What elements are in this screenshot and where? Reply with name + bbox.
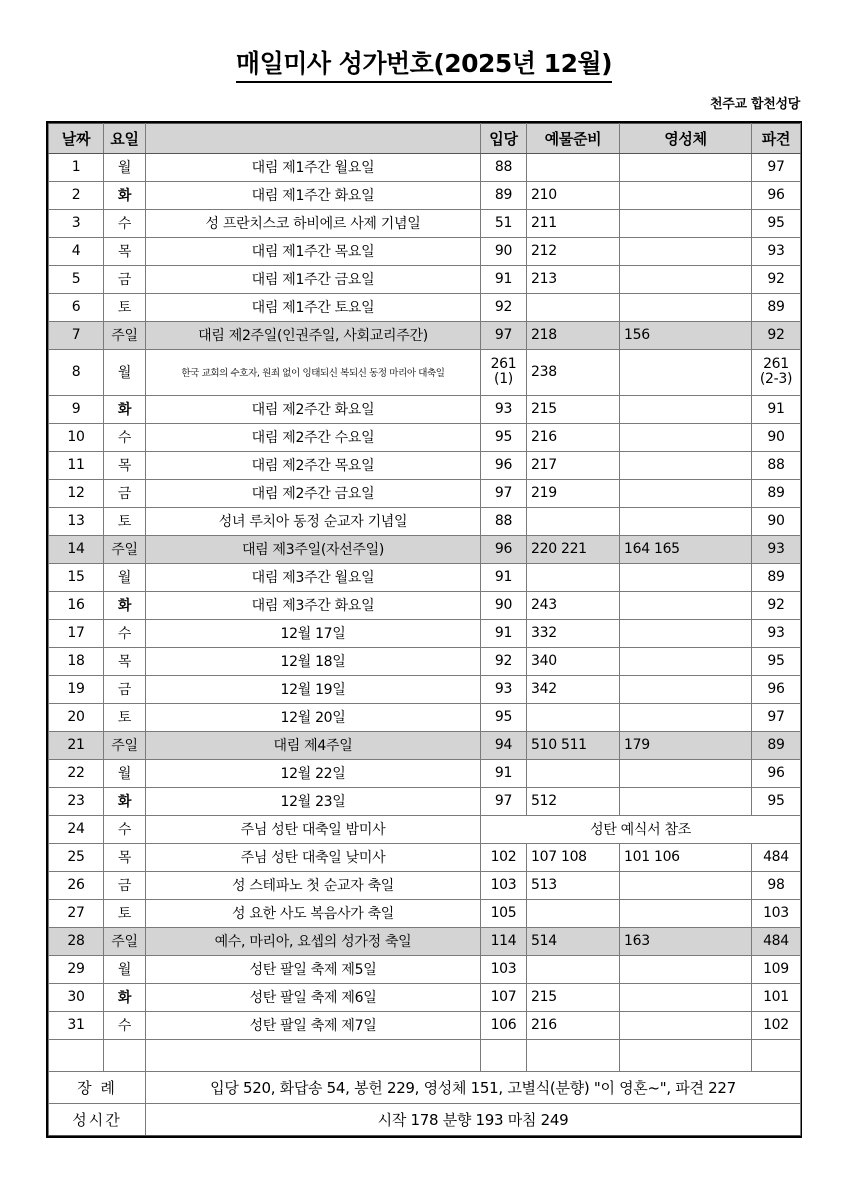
cell-entrance: 92 (481, 647, 527, 675)
column-header-description (146, 123, 481, 153)
cell-date: 9 (49, 395, 104, 423)
table-row (49, 265, 801, 293)
cell-weekday: 금 (104, 675, 146, 703)
cell-description: 대림 제3주일(자선주일) (146, 535, 481, 563)
cell-weekday: 토 (104, 899, 146, 927)
cell-description: 대림 제3주간 월요일 (146, 563, 481, 591)
cell-description: 대림 제1주간 토요일 (146, 293, 481, 321)
cell-entrance: 88 (481, 153, 527, 181)
title-block (0, 0, 848, 83)
cell-date: 8 (49, 349, 104, 395)
cell-weekday: 화 (104, 395, 146, 423)
table-row (49, 1011, 801, 1039)
cell-dismissal (752, 1039, 801, 1071)
cell-date: 21 (49, 731, 104, 759)
cell-dismissal: 96 (752, 675, 801, 703)
cell-offertory: 332 (527, 619, 620, 647)
cell-weekday: 수 (104, 423, 146, 451)
cell-communion (620, 423, 752, 451)
cell-offertory: 212 (527, 237, 620, 265)
cell-date: 24 (49, 815, 104, 843)
cell-description: 대림 제1주간 월요일 (146, 153, 481, 181)
cell-communion (620, 451, 752, 479)
cell-entrance: 93 (481, 395, 527, 423)
dismissal-line-1: 261 (763, 355, 789, 372)
cell-offertory (527, 703, 620, 731)
cell-description: 주님 성탄 대축일 밤미사 (146, 815, 481, 843)
cell-communion (620, 479, 752, 507)
cell-date: 5 (49, 265, 104, 293)
table-row (49, 955, 801, 983)
cell-description: 대림 제4주일 (146, 731, 481, 759)
cell-description: 대림 제2주간 화요일 (146, 395, 481, 423)
cell-offertory: 512 (527, 787, 620, 815)
cell-date: 7 (49, 321, 104, 349)
cell-entrance: 103 (481, 871, 527, 899)
cell-weekday: 주일 (104, 927, 146, 955)
cell-offertory: 243 (527, 591, 620, 619)
cell-entrance: 91 (481, 563, 527, 591)
cell-date: 11 (49, 451, 104, 479)
cell-entrance: 91 (481, 619, 527, 647)
cell-date (49, 1039, 104, 1071)
cell-date: 4 (49, 237, 104, 265)
cell-entrance: 90 (481, 591, 527, 619)
cell-weekday: 수 (104, 209, 146, 237)
table-row (49, 787, 801, 815)
cell-weekday: 월 (104, 955, 146, 983)
cell-description: 성 스테파노 첫 순교자 축일 (146, 871, 481, 899)
cell-offertory: 219 (527, 479, 620, 507)
cell-weekday: 목 (104, 647, 146, 675)
cell-offertory (527, 507, 620, 535)
cell-communion (620, 983, 752, 1011)
cell-date: 10 (49, 423, 104, 451)
cell-description: 대림 제2주간 목요일 (146, 451, 481, 479)
table-row (49, 349, 801, 395)
cell-offertory: 216 (527, 1011, 620, 1039)
cell-description: 12월 22일 (146, 759, 481, 787)
table-footer-row (49, 1103, 801, 1135)
cell-offertory: 510 511 (527, 731, 620, 759)
cell-date: 15 (49, 563, 104, 591)
cell-weekday (104, 1039, 146, 1071)
cell-description: 성탄 팔일 축제 제6일 (146, 983, 481, 1011)
cell-entrance: 51 (481, 209, 527, 237)
cell-entrance: 95 (481, 423, 527, 451)
cell-weekday: 금 (104, 479, 146, 507)
cell-communion (620, 759, 752, 787)
cell-date: 28 (49, 927, 104, 955)
table-header-row (49, 123, 801, 153)
cell-weekday: 월 (104, 153, 146, 181)
cell-communion (620, 1011, 752, 1039)
cell-entrance (481, 349, 527, 395)
table-row (49, 983, 801, 1011)
cell-date: 18 (49, 647, 104, 675)
cell-description: 12월 18일 (146, 647, 481, 675)
cell-dismissal: 96 (752, 181, 801, 209)
cell-description: 예수, 마리아, 요셉의 성가정 축일 (146, 927, 481, 955)
cell-date: 16 (49, 591, 104, 619)
table-row (49, 395, 801, 423)
dismissal-line-2: (2-3) (759, 371, 793, 388)
cell-communion (620, 237, 752, 265)
cell-communion: 164 165 (620, 535, 752, 563)
table-spacer-row (49, 1039, 801, 1071)
cell-communion (620, 647, 752, 675)
cell-communion (620, 153, 752, 181)
cell-date: 13 (49, 507, 104, 535)
table-row (49, 321, 801, 349)
cell-entrance (481, 1039, 527, 1071)
cell-dismissal: 102 (752, 1011, 801, 1039)
cell-date: 19 (49, 675, 104, 703)
cell-weekday: 주일 (104, 535, 146, 563)
column-header-offertory: 예물준비 (527, 123, 620, 153)
cell-communion: 156 (620, 321, 752, 349)
cell-offertory: 514 (527, 927, 620, 955)
table-row (49, 899, 801, 927)
table-row (49, 647, 801, 675)
cell-description: 대림 제2주간 금요일 (146, 479, 481, 507)
table-row (49, 535, 801, 563)
cell-description: 대림 제2주일(인권주일, 사회교리주간) (146, 321, 481, 349)
cell-description: 성녀 루치아 동정 순교자 기념일 (146, 507, 481, 535)
cell-dismissal: 92 (752, 265, 801, 293)
cell-entrance: 107 (481, 983, 527, 1011)
cell-offertory: 238 (527, 349, 620, 395)
cell-weekday: 화 (104, 591, 146, 619)
cell-offertory (527, 1039, 620, 1071)
cell-date: 6 (49, 293, 104, 321)
cell-communion (620, 507, 752, 535)
cell-date: 22 (49, 759, 104, 787)
cell-weekday: 월 (104, 563, 146, 591)
cell-description: 대림 제2주간 수요일 (146, 423, 481, 451)
cell-weekday: 수 (104, 619, 146, 647)
cell-entrance: 97 (481, 479, 527, 507)
cell-date: 12 (49, 479, 104, 507)
cell-dismissal: 89 (752, 479, 801, 507)
column-header-entrance: 입당 (481, 123, 527, 153)
cell-description: 12월 19일 (146, 675, 481, 703)
cell-entrance: 91 (481, 759, 527, 787)
cell-weekday: 토 (104, 293, 146, 321)
table-row (49, 423, 801, 451)
cell-description: 한국 교회의 수호자, 원죄 없이 잉태되신 복되신 동정 마리아 대축일 (146, 349, 481, 395)
cell-description: 12월 20일 (146, 703, 481, 731)
cell-date: 29 (49, 955, 104, 983)
cell-dismissal: 97 (752, 703, 801, 731)
cell-offertory: 220 221 (527, 535, 620, 563)
cell-offertory: 217 (527, 451, 620, 479)
cell-dismissal: 90 (752, 507, 801, 535)
cell-dismissal: 89 (752, 293, 801, 321)
cell-dismissal: 88 (752, 451, 801, 479)
cell-offertory: 210 (527, 181, 620, 209)
cell-weekday: 목 (104, 451, 146, 479)
cell-weekday: 화 (104, 181, 146, 209)
cell-dismissal: 92 (752, 321, 801, 349)
cell-description: 성탄 팔일 축제 제5일 (146, 955, 481, 983)
table-row (49, 479, 801, 507)
table-row (49, 209, 801, 237)
hymn-schedule-table (48, 123, 801, 1136)
page-title: 매일미사 성가번호(2025년 12월) (236, 50, 612, 83)
cell-offertory (527, 759, 620, 787)
cell-description (146, 1039, 481, 1071)
cell-communion (620, 619, 752, 647)
cell-offertory: 218 (527, 321, 620, 349)
cell-communion (620, 349, 752, 395)
cell-description: 주님 성탄 대축일 낮미사 (146, 843, 481, 871)
cell-communion (620, 265, 752, 293)
cell-description: 대림 제3주간 화요일 (146, 591, 481, 619)
cell-dismissal: 89 (752, 731, 801, 759)
cell-weekday: 금 (104, 265, 146, 293)
cell-entrance: 89 (481, 181, 527, 209)
cell-dismissal: 89 (752, 563, 801, 591)
cell-date: 20 (49, 703, 104, 731)
cell-weekday: 목 (104, 237, 146, 265)
cell-weekday: 토 (104, 703, 146, 731)
cell-dismissal: 92 (752, 591, 801, 619)
cell-dismissal: 484 (752, 843, 801, 871)
cell-entrance: 102 (481, 843, 527, 871)
cell-communion (620, 563, 752, 591)
cell-offertory: 213 (527, 265, 620, 293)
cell-dismissal: 109 (752, 955, 801, 983)
parish-name: 천주교 합천성당 (709, 96, 800, 112)
cell-date: 31 (49, 1011, 104, 1039)
cell-description: 12월 17일 (146, 619, 481, 647)
cell-date: 2 (49, 181, 104, 209)
cell-entrance: 103 (481, 955, 527, 983)
cell-weekday: 수 (104, 815, 146, 843)
cell-communion (620, 181, 752, 209)
column-header-dismissal: 파견 (752, 123, 801, 153)
cell-date: 27 (49, 899, 104, 927)
cell-offertory: 216 (527, 423, 620, 451)
cell-dismissal: 97 (752, 153, 801, 181)
cell-communion: 179 (620, 731, 752, 759)
cell-dismissal: 95 (752, 647, 801, 675)
cell-date: 25 (49, 843, 104, 871)
cell-dismissal: 101 (752, 983, 801, 1011)
cell-communion (620, 1039, 752, 1071)
cell-entrance: 97 (481, 321, 527, 349)
cell-communion (620, 703, 752, 731)
cell-weekday: 월 (104, 759, 146, 787)
cell-entrance: 106 (481, 1011, 527, 1039)
cell-communion: 101 106 (620, 843, 752, 871)
cell-dismissal: 90 (752, 423, 801, 451)
cell-dismissal: 95 (752, 787, 801, 815)
cell-weekday: 토 (104, 507, 146, 535)
cell-merged-note: 성탄 예식서 참조 (481, 815, 801, 843)
footer-value: 입당 520, 화답송 54, 봉헌 229, 영성체 151, 고별식(분향) "이 영혼~", 파견 227 (146, 1071, 801, 1103)
cell-offertory: 342 (527, 675, 620, 703)
cell-offertory (527, 153, 620, 181)
cell-entrance: 95 (481, 703, 527, 731)
cell-description: 대림 제1주간 목요일 (146, 237, 481, 265)
cell-description: 성탄 팔일 축제 제7일 (146, 1011, 481, 1039)
cell-communion (620, 209, 752, 237)
table-row (49, 675, 801, 703)
cell-date: 17 (49, 619, 104, 647)
cell-weekday: 금 (104, 871, 146, 899)
cell-dismissal: 484 (752, 927, 801, 955)
cell-offertory (527, 899, 620, 927)
cell-offertory (527, 563, 620, 591)
table-row (49, 927, 801, 955)
table-row (49, 181, 801, 209)
cell-entrance: 92 (481, 293, 527, 321)
table-row (49, 237, 801, 265)
table-row (49, 731, 801, 759)
cell-description: 성 프란치스코 하비에르 사제 기념일 (146, 209, 481, 237)
cell-dismissal: 96 (752, 759, 801, 787)
table-row (49, 759, 801, 787)
table-row (49, 843, 801, 871)
cell-entrance: 88 (481, 507, 527, 535)
cell-entrance: 90 (481, 237, 527, 265)
cell-offertory: 107 108 (527, 843, 620, 871)
footer-label: 장 례 (49, 1071, 146, 1103)
cell-communion (620, 293, 752, 321)
cell-dismissal (752, 349, 801, 395)
table-row (49, 563, 801, 591)
cell-communion (620, 395, 752, 423)
cell-description: 12월 23일 (146, 787, 481, 815)
cell-offertory (527, 955, 620, 983)
cell-weekday: 주일 (104, 321, 146, 349)
cell-entrance: 105 (481, 899, 527, 927)
cell-communion (620, 871, 752, 899)
cell-communion (620, 955, 752, 983)
subtitle-block (0, 93, 848, 112)
cell-offertory (527, 293, 620, 321)
cell-entrance: 96 (481, 451, 527, 479)
cell-description: 대림 제1주간 화요일 (146, 181, 481, 209)
cell-offertory: 211 (527, 209, 620, 237)
cell-date: 1 (49, 153, 104, 181)
cell-entrance: 96 (481, 535, 527, 563)
cell-offertory: 340 (527, 647, 620, 675)
cell-dismissal: 95 (752, 209, 801, 237)
cell-date: 23 (49, 787, 104, 815)
table-row (49, 703, 801, 731)
hymn-table-container (46, 121, 802, 1138)
cell-dismissal: 103 (752, 899, 801, 927)
cell-communion: 163 (620, 927, 752, 955)
cell-communion (620, 591, 752, 619)
cell-weekday: 수 (104, 1011, 146, 1039)
table-row (49, 815, 801, 843)
cell-weekday: 주일 (104, 731, 146, 759)
cell-entrance: 114 (481, 927, 527, 955)
footer-value: 시작 178 분향 193 마침 249 (146, 1103, 801, 1135)
cell-dismissal: 93 (752, 237, 801, 265)
cell-date: 26 (49, 871, 104, 899)
table-row (49, 619, 801, 647)
cell-entrance: 97 (481, 787, 527, 815)
cell-description: 대림 제1주간 금요일 (146, 265, 481, 293)
column-header-date: 날짜 (49, 123, 104, 153)
cell-communion (620, 787, 752, 815)
cell-entrance: 91 (481, 265, 527, 293)
cell-weekday: 화 (104, 787, 146, 815)
cell-weekday: 월 (104, 349, 146, 395)
cell-date: 14 (49, 535, 104, 563)
cell-date: 30 (49, 983, 104, 1011)
entrance-line-2: (1) (494, 371, 513, 388)
cell-dismissal: 91 (752, 395, 801, 423)
cell-offertory: 215 (527, 983, 620, 1011)
cell-entrance: 93 (481, 675, 527, 703)
table-row (49, 451, 801, 479)
cell-description: 성 요한 사도 복음사가 축일 (146, 899, 481, 927)
column-header-communion: 영성체 (620, 123, 752, 153)
cell-dismissal: 93 (752, 619, 801, 647)
cell-communion (620, 675, 752, 703)
cell-date: 3 (49, 209, 104, 237)
footer-label: 성시간 (49, 1103, 146, 1135)
table-row (49, 871, 801, 899)
cell-dismissal: 93 (752, 535, 801, 563)
cell-weekday: 목 (104, 843, 146, 871)
table-footer-row (49, 1071, 801, 1103)
column-header-weekday: 요일 (104, 123, 146, 153)
cell-offertory: 215 (527, 395, 620, 423)
cell-entrance: 94 (481, 731, 527, 759)
table-row (49, 591, 801, 619)
table-row (49, 507, 801, 535)
cell-offertory: 513 (527, 871, 620, 899)
cell-weekday: 화 (104, 983, 146, 1011)
table-row (49, 153, 801, 181)
entrance-line-1: 261 (490, 355, 517, 372)
table-row (49, 293, 801, 321)
cell-communion (620, 899, 752, 927)
cell-dismissal: 98 (752, 871, 801, 899)
